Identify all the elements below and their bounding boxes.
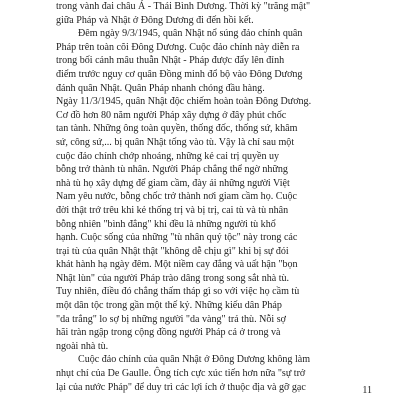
text-line: "da trắng" lo sợ bị những người "da vàng" trả thù. Nỗi sợ	[56, 313, 286, 325]
text-line: hạnh. Cuộc sống của những "tù nhân quý tộc" này trong các	[56, 232, 298, 244]
text-line: điểm trước nguy cơ quân Đồng minh đổ bộ vào Đông Dương	[56, 68, 303, 80]
text-line: Nhật lùn" của người Pháp trào dâng trong song sắt nhà tù.	[56, 272, 290, 284]
text-line: tan tành. Những ông toàn quyền, thống đốc, thống sứ, khâm	[56, 123, 298, 135]
text-line: nhụt chí của De Gaulle. Ông tích cực xúc tiến hơn nữa "sự trở	[56, 368, 306, 380]
text-line: hãi tràn ngập trong cộng đồng người Pháp cả ở trong và	[56, 327, 281, 339]
text-line: giữa Pháp và Nhật ở Đông Dương đi đến hồi kết.	[56, 14, 254, 26]
text-line: bỗng trở thành tù nhân. Người Pháp chẳng thể ngờ những	[56, 164, 288, 176]
text-line: Ngày 11/3/1945, quân Nhật độc chiếm hoàn toàn Đông Dương.	[56, 96, 312, 108]
text-line: Pháp trên toàn cõi Đông Dương. Cuộc đảo chính này diễn ra	[56, 41, 300, 53]
text-line: Nam yêu nước, bỗng chốc trở thành nơi giam cầm họ. Cuộc	[56, 191, 297, 203]
text-line: trong vành đai châu Á - Thái Bình Dương. Thời kỳ "trăng mật"	[56, 1, 311, 12]
text-line: khát hành hạ ngày đêm. Một niềm cay đắng và uất hận "bọn	[56, 259, 298, 271]
page-number: 11	[362, 385, 372, 396]
text-line: Cuộc đảo chính của quân Nhật ở Đông Dương không làm	[78, 354, 311, 366]
text-line: sứ, công sứ,... bị quân Nhật tống vào tù. Vậy là chỉ sau một	[56, 136, 295, 148]
text-line: Cơ đồ hơn 80 năm người Pháp xây dựng ở đây phút chốc	[56, 109, 287, 121]
text-line: lại của nước Pháp" để duy trì các lợi ích ở thuộc địa và gỡ gạc	[56, 381, 306, 393]
text-line: đời thật trớ trêu khi kẻ thống trị và bị trị, cai tù và tù nhân	[56, 204, 289, 216]
body-text	[56, 0, 372, 394]
text-line: một dân tộc trong gần một thế kỷ. Những kiếu dân Pháp	[56, 300, 282, 312]
text-line: trong bối cảnh mâu thuẫn Nhật - Pháp được đẩy lên đỉnh	[56, 55, 285, 67]
text-line: ngoài nhà tù.	[56, 340, 109, 352]
text-line: cuộc đảo chính chớp nhoáng, những kẻ cai trị quyền uy	[56, 150, 280, 162]
text-line: đánh quân Nhật. Quân Pháp nhanh chóng đầu hàng.	[56, 82, 265, 94]
text-line: nhà tù họ xây dựng để giam cầm, đày ải những người Việt	[56, 177, 290, 189]
text-line: Tuy nhiên, điều đó chẳng thấm tháp gì so với việc họ cầm tù	[56, 286, 300, 298]
text-line: bỗng nhiên "bình đẳng" khi đều là những người tù khổ	[56, 218, 276, 230]
text-line: trại tù của quân Nhật thật "không dễ chịu gì" khi bị sự đói	[56, 245, 289, 257]
text-line: Đêm ngày 9/3/1945, quân Nhật nổ súng đảo chính quân	[78, 28, 303, 40]
